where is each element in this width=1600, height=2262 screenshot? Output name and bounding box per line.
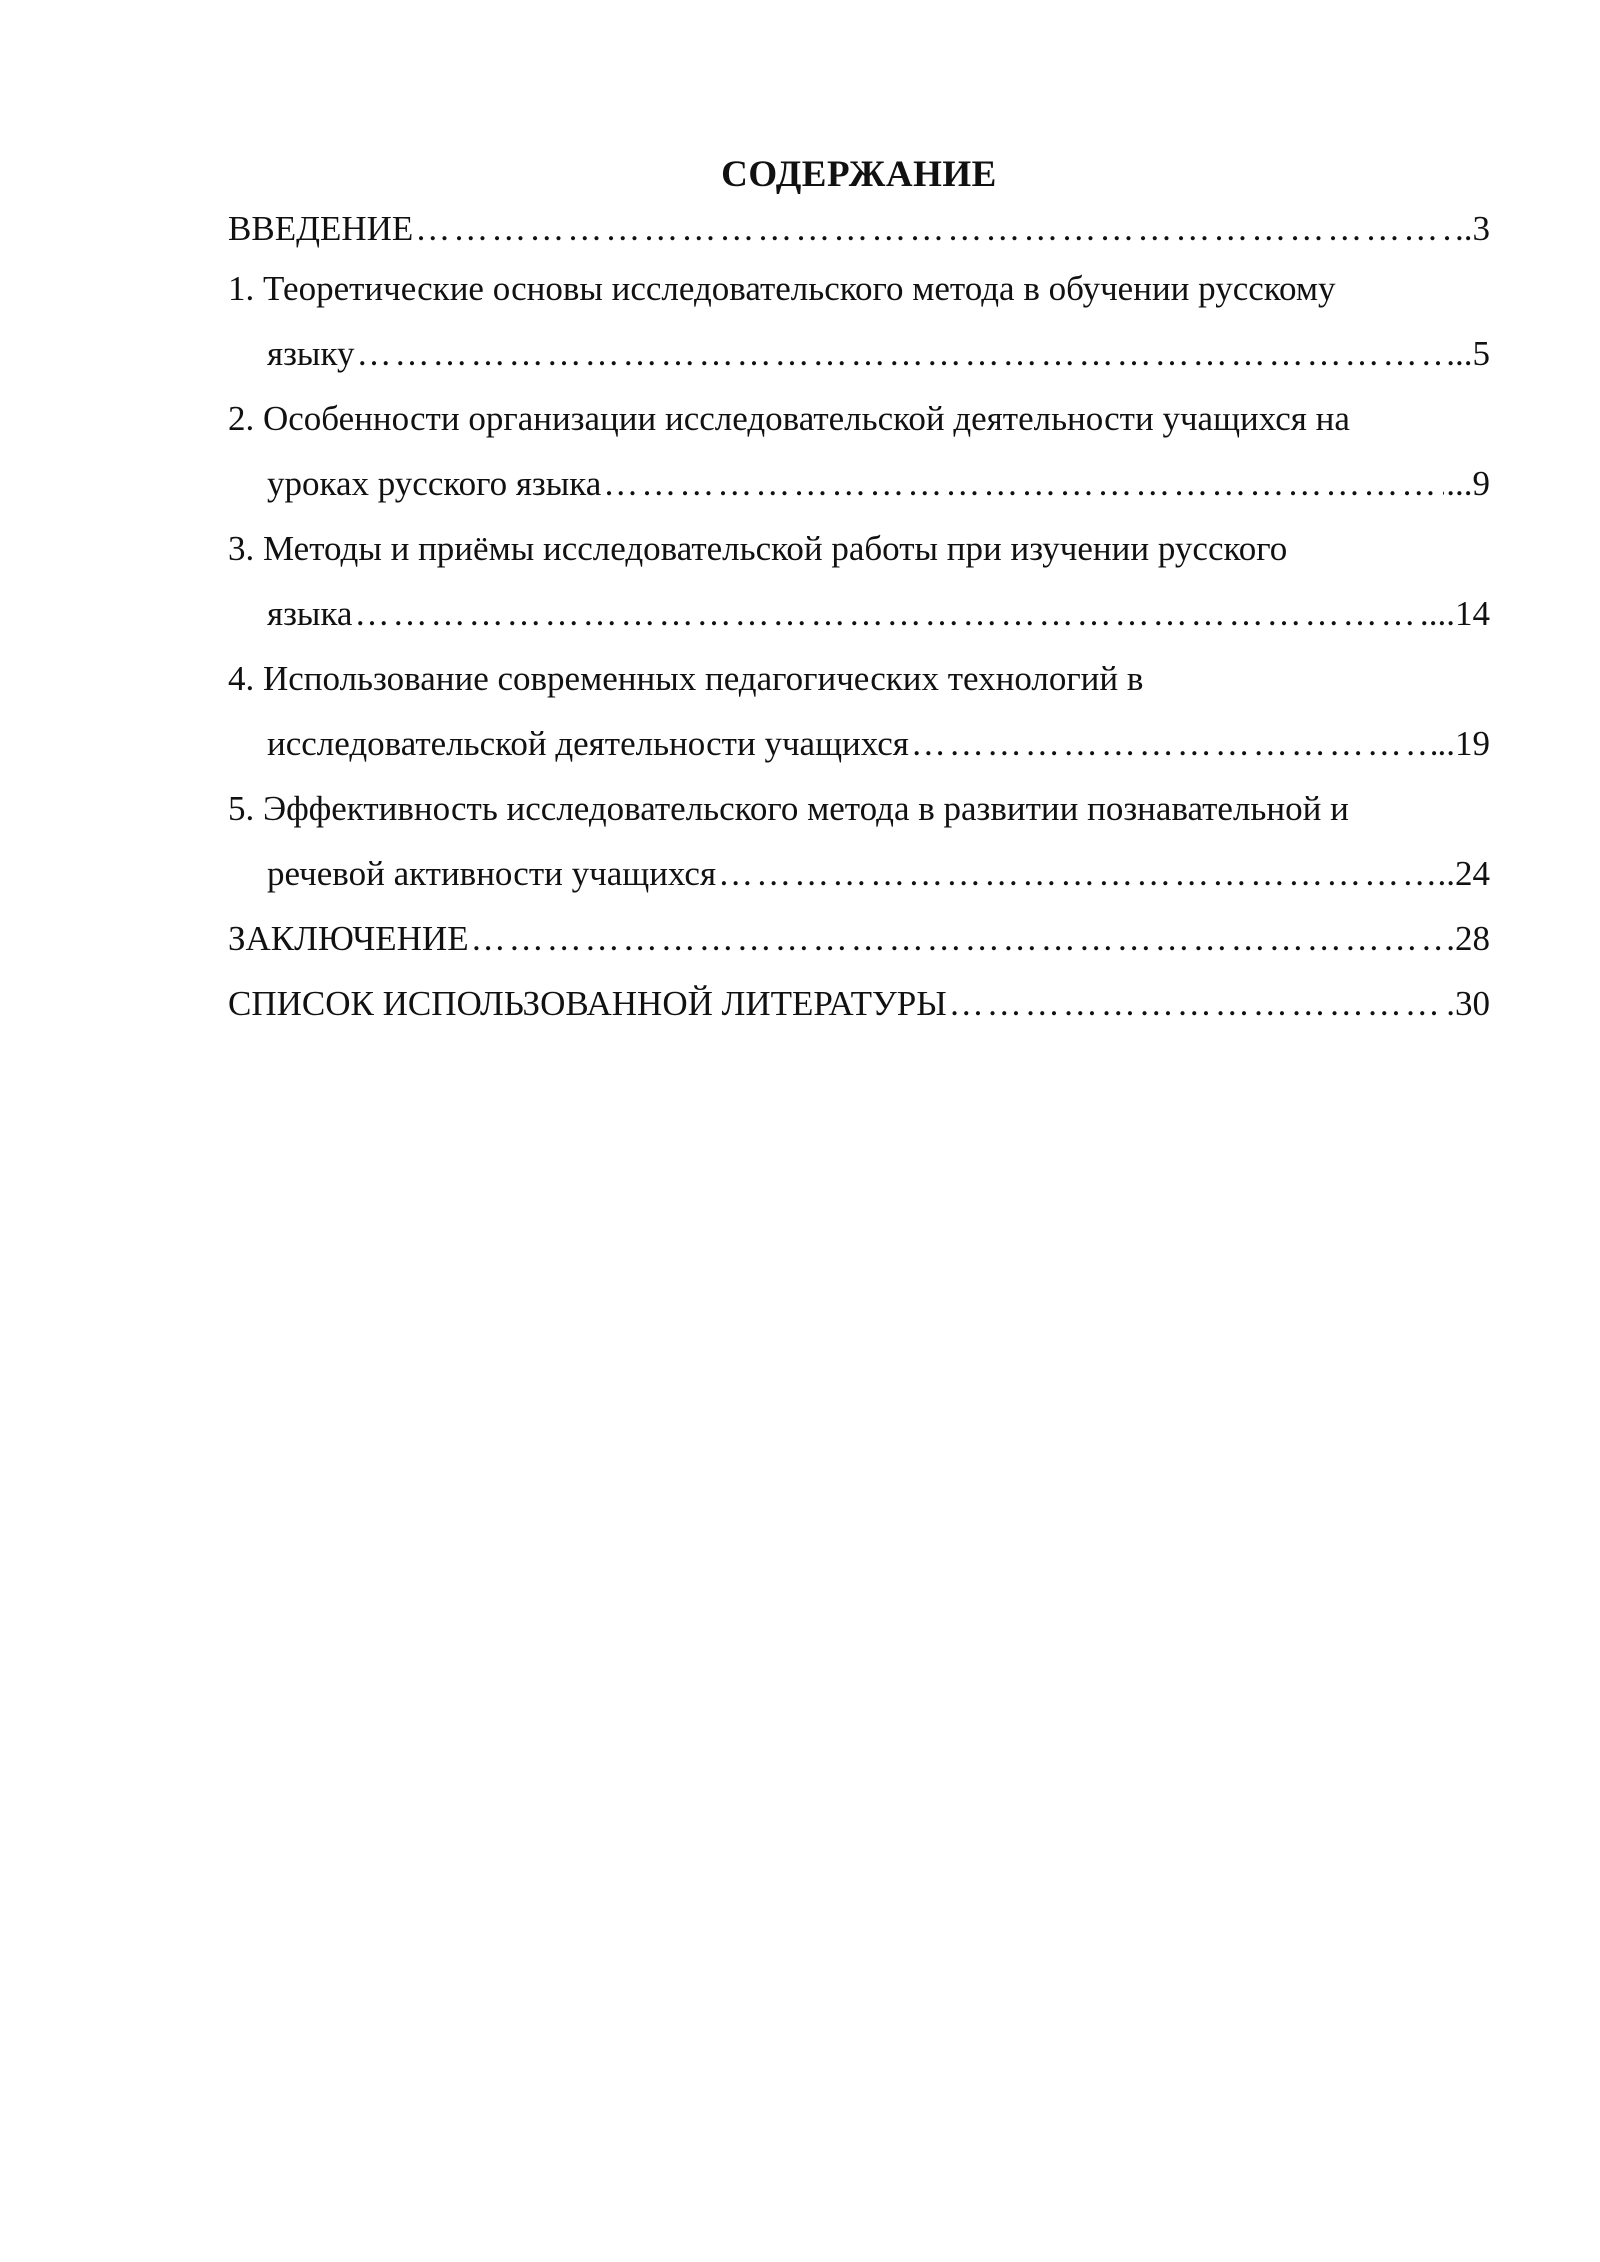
toc-page-number <box>1438 841 1491 906</box>
toc-page-value: 5 <box>1472 334 1490 373</box>
toc-leader-dots <box>415 202 1453 256</box>
toc-leader-end: . <box>1446 984 1455 1023</box>
toc-page-value: 19 <box>1455 724 1490 763</box>
toc-entry-text: речевой активности учащихся <box>267 854 717 893</box>
toc-entry-text: 5. Эффективность исследовательского метода в развитии познавательной и <box>228 789 1349 828</box>
toc-entry-text: ВВЕДЕНИЕ <box>228 209 414 248</box>
toc-entry-chapter-4-line-2[interactable] <box>228 711 1490 776</box>
toc-page-number <box>1446 906 1490 971</box>
toc-page-number <box>1429 581 1490 646</box>
toc-leader-dots <box>718 841 1435 906</box>
toc-leader-dots <box>911 711 1436 776</box>
toc-entry-text: 2. Особенности организации исследовательской деятельности учащихся на <box>228 399 1350 438</box>
toc-entry-chapter-3-line-1[interactable] <box>228 516 1490 581</box>
toc-leader-end: .. <box>1437 854 1455 893</box>
toc-page-number <box>1446 971 1490 1036</box>
toc-entry-text: уроках русского языка <box>267 464 602 503</box>
toc-leader-end: .. <box>1437 724 1455 763</box>
toc-leader-end: . <box>1446 919 1455 958</box>
toc-title: СОДЕРЖАНИЕ <box>721 154 997 195</box>
toc-leader-end: ... <box>1446 334 1473 373</box>
toc-entry-chapter-2-line-1[interactable] <box>228 386 1490 451</box>
toc-entry-chapter-5-line-2[interactable] <box>228 841 1490 906</box>
toc-page-value: 24 <box>1455 854 1490 893</box>
toc-entry-text: языку <box>267 334 355 373</box>
toc-list <box>228 202 1490 1036</box>
toc-leader-dots <box>603 451 1444 516</box>
toc-entry-chapter-4-line-1[interactable] <box>228 646 1490 711</box>
toc-entry-introduction[interactable] <box>228 202 1490 256</box>
toc-entry-text: 4. Использование современных педагогических технологий в <box>228 659 1144 698</box>
toc-entry-text: ЗАКЛЮЧЕНИЕ <box>228 919 469 958</box>
toc-leader-end: ... <box>1446 464 1473 503</box>
toc-leader-dots <box>354 581 1426 646</box>
toc-entry-text: 1. Теоретические основы исследовательского метода в обучении русскому <box>228 269 1336 308</box>
toc-entry-chapter-1-line-2[interactable] <box>228 321 1490 386</box>
toc-leader-dots <box>356 321 1444 386</box>
toc-entry-chapter-5-line-1[interactable] <box>228 776 1490 841</box>
toc-entry-text: 3. Методы и приёмы исследовательской работы при изучении русского <box>228 529 1288 568</box>
toc-entry-bibliography[interactable] <box>228 971 1490 1036</box>
toc-entry-chapter-1-line-1[interactable] <box>228 256 1490 321</box>
toc-entry-chapter-3-line-2[interactable] <box>228 581 1490 646</box>
toc-page-number <box>1446 321 1490 386</box>
toc-leader-end: ... <box>1428 594 1455 633</box>
toc-leader-dots <box>949 971 1445 1036</box>
toc-page-value: 3 <box>1472 209 1490 248</box>
toc-page-number <box>1438 711 1491 776</box>
toc-entry-chapter-2-line-2[interactable] <box>228 451 1490 516</box>
toc-entry-text: СПИСОК ИСПОЛЬЗОВАННОЙ ЛИТЕРАТУРЫ <box>228 984 947 1023</box>
toc-page-number <box>1446 451 1490 516</box>
toc-entry-text: языка <box>267 594 353 633</box>
toc-leader-end: .. <box>1455 209 1473 248</box>
toc-leader-dots <box>471 906 1445 971</box>
toc-entry-text: исследовательской деятельности учащихся <box>267 724 909 763</box>
toc-page-value: 14 <box>1455 594 1490 633</box>
toc-page-value: 28 <box>1455 919 1490 958</box>
toc-page-value: 30 <box>1455 984 1490 1023</box>
toc-page-number <box>1455 202 1490 256</box>
toc-entry-conclusion[interactable] <box>228 906 1490 971</box>
table-of-contents <box>228 148 1490 1036</box>
toc-page-value: 9 <box>1472 464 1490 503</box>
